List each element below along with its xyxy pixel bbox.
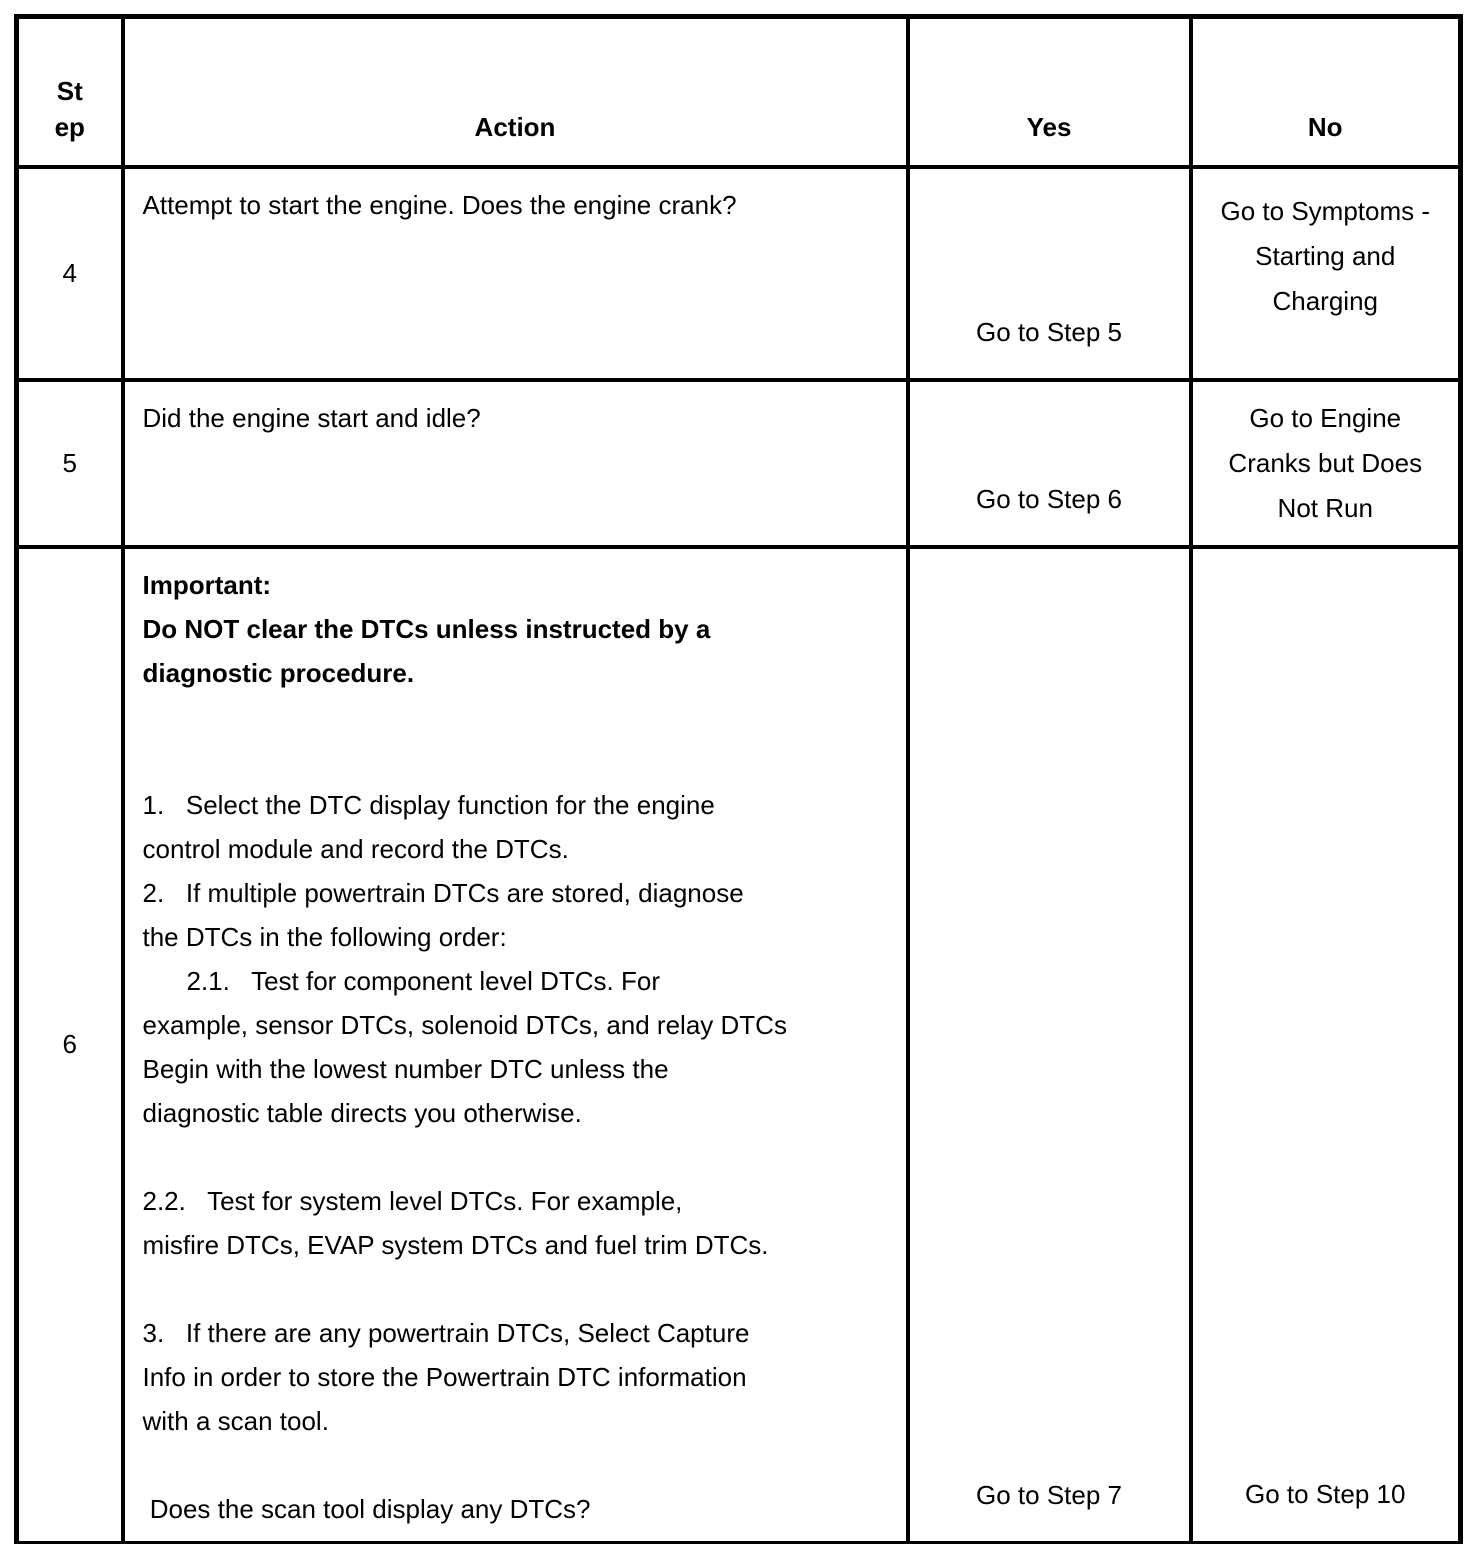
header-step — [17, 17, 123, 167]
action-blank-line — [143, 1443, 888, 1487]
header-step-line2: ep — [54, 111, 85, 142]
action-line: 3. If there are any powertrain DTCs, Select Capture — [142, 1317, 750, 1348]
no-cell — [1191, 547, 1461, 1544]
action-line: Begin with the lowest number DTC unless the — [142, 1053, 669, 1084]
action-line: Does the scan tool display any DTCs? — [142, 1493, 591, 1524]
action-blank-line — [143, 695, 888, 739]
table-row — [17, 547, 1461, 1544]
no-instruction-line: Cranks but Does — [1228, 447, 1423, 478]
action-blank-line — [143, 739, 888, 783]
action-line: control module and record the DTCs. — [142, 833, 569, 864]
action-line: misfire DTCs, EVAP system DTCs and fuel trim DTCs. — [142, 1229, 769, 1260]
no-instruction-line: Starting and — [1255, 240, 1396, 271]
yes-cell — [908, 547, 1191, 1544]
action-line: diagnostic table directs you otherwise. — [142, 1097, 582, 1128]
yes-cell — [908, 380, 1191, 547]
diagnostic-table — [14, 14, 1463, 1544]
action-cell — [123, 380, 908, 547]
header-action: Action — [123, 17, 908, 167]
action-cell — [123, 547, 908, 1544]
action-line: 2.2. Test for system level DTCs. For example, — [142, 1185, 683, 1216]
action-line: 1. Select the DTC display function for the engine — [142, 789, 715, 820]
action-blank-line — [143, 1267, 888, 1311]
table-row — [17, 167, 1461, 380]
no-instruction-line: Charging — [1272, 285, 1378, 316]
step-cell: 5 — [17, 380, 123, 547]
action-line: 2. If multiple powertrain DTCs are stored, diagnose — [142, 877, 744, 908]
no-cell — [1191, 380, 1461, 547]
action-line: the DTCs in the following order: — [142, 921, 507, 952]
yes-instruction: Go to Step 6 — [976, 483, 1122, 514]
action-line: Do NOT clear the DTCs unless instructed by a — [142, 613, 711, 644]
action-line: Did the engine start and idle? — [142, 402, 481, 433]
yes-instruction: Go to Step 5 — [976, 316, 1122, 347]
action-line: example, sensor DTCs, solenoid DTCs, and relay DTCs — [142, 1009, 787, 1040]
no-cell — [1191, 167, 1461, 380]
no-instruction-line: Go to Engine — [1249, 402, 1402, 433]
action-line: with a scan tool. — [142, 1405, 329, 1436]
action-cell — [123, 167, 908, 380]
yes-instruction: Go to Step 7 — [976, 1479, 1122, 1510]
action-line: Info in order to store the Powertrain DTC information — [142, 1361, 747, 1392]
step-cell: 6 — [17, 547, 123, 1544]
table-row — [17, 380, 1461, 547]
action-line: Important: — [142, 569, 272, 600]
action-line: diagnostic procedure. — [142, 657, 415, 688]
header-yes: Yes — [908, 17, 1191, 167]
header-no: No — [1191, 17, 1461, 167]
header-step-line1: St — [56, 75, 83, 106]
no-instruction-line: Not Run — [1277, 492, 1373, 523]
action-line: Attempt to start the engine. Does the engine crank? — [142, 189, 737, 220]
action-line: 2.1. Test for component level DTCs. For — [186, 965, 660, 996]
step-cell: 4 — [17, 167, 123, 380]
no-instruction-line: Go to Step 10 — [1245, 1478, 1406, 1509]
header-row — [17, 17, 1461, 167]
action-blank-line — [143, 1135, 888, 1179]
yes-cell — [908, 167, 1191, 380]
no-instruction-line: Go to Symptoms - — [1220, 195, 1430, 226]
